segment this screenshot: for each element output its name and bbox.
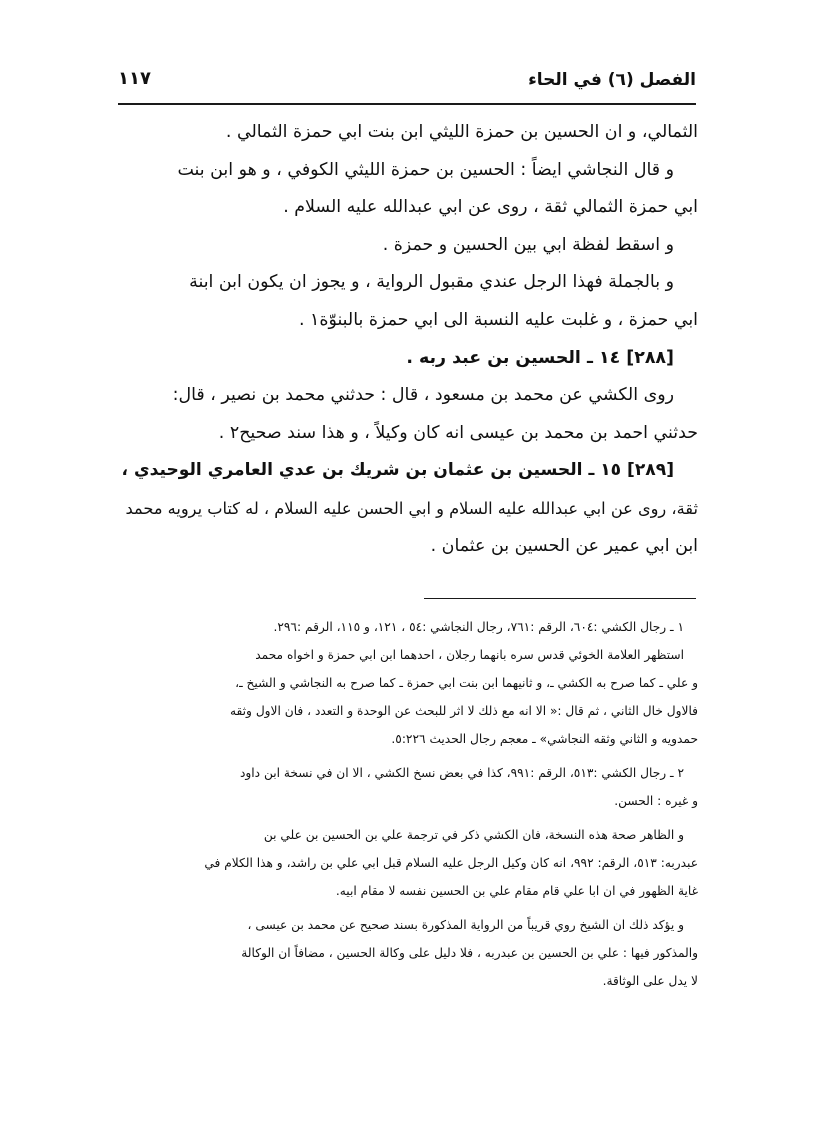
footnote-1 [118, 613, 698, 753]
footnotes [118, 613, 698, 1001]
text-line: ابن ابي عمير عن الحسين بن عثمان . [430, 535, 698, 556]
text-line: ابي حمزة ، و غلبت عليه النسبة الى ابي حمزة بالبنوّة١ . [298, 309, 698, 330]
text-line: روى الكشي عن محمد بن مسعود ، قال : حدثني محمد بن نصير ، قال: [172, 385, 674, 406]
footnote-line: استظهر العلامة الخوئي قدس سره بانهما رجلان ، احدهما ابن ابي حمزة و اخواه محمد [255, 648, 684, 662]
header-rule [118, 103, 696, 105]
text-line: و اسقط لفظة ابي بين الحسين و حمزة . [382, 234, 674, 255]
footnote-line: لا يدل على الوثاقة. [602, 974, 698, 988]
text-line: و قال النجاشي ايضاً : الحسين بن حمزة الليثي الكوفي ، و هو ابن بنت [177, 159, 674, 180]
text-line: ثقة، روى عن ابي عبدالله عليه السلام و ابي الحسن عليه السلام ، له كتاب يرويه محمد [125, 498, 698, 518]
footnote-2-continued [118, 821, 698, 905]
footnote-line: و الظاهر صحة هذه النسخة، فان الكشي ذكر في ترجمة علي بن الحسين بن علي بن [263, 828, 684, 842]
footnote-line: غاية الظهور في ان ابا علي قام مقام علي بن الحسين نفسه لا مقام ابيه. [335, 884, 698, 898]
footnote-2-continued-2 [118, 911, 698, 995]
footnote-line: والمذكور فيها : علي بن الحسين بن عبدربه ، فلا دليل على وكالة الحسين ، مضافاً ان الوكالة [241, 946, 698, 960]
page-header [118, 66, 696, 102]
chapter-title: الفصل (٦) في الحاء [528, 70, 696, 90]
text-line: حدثني احمد بن محمد بن عيسى انه كان وكيلاً ، و هذا سند صحيح٢ . [218, 422, 698, 443]
footnote-line: و علي ـ كما صرح به الكشي ـ، و ثانيهما ابن بنت ابي حمزة ـ كما صرح به النجاشي و الشيخ ـ، [235, 676, 698, 690]
main-text [118, 114, 698, 565]
footnote-line: ٢ ـ رجال الكشي :٥١٣، الرقم :٩٩١، كذا في بعض نسخ الكشي ، الا ان في نسخة ابن داود [239, 766, 684, 780]
entry-heading: [٢٨٩] ١٥ ـ الحسين بن عثمان بن شريك بن عدي العامري الوحيدي ، [121, 460, 674, 481]
text-line: و بالجملة فهذا الرجل عندي مقبول الرواية ، و يجوز ان يكون ابن ابنة [189, 272, 674, 293]
footnote-line: فالاول خال الثاني ، ثم قال :« الا انه مع ذلك لا اثر للبحث عن الوحدة و التعدد ، فان الاول وثقه [229, 704, 698, 718]
footnote-line: ١ ـ رجال الكشي :٦٠٤، الرقم :٧٦١، رجال النجاشي :٥٤ ، ١٢١، و ١١٥، الرقم :٢٩٦. [273, 620, 684, 634]
page-number: ١١٧ [118, 68, 151, 89]
footnote-line: و يؤكد ذلك ان الشيخ روي قريباً من الرواية المذكورة بسند صحيح عن محمد بن عيسى ، [247, 918, 684, 932]
footnote-2 [118, 759, 698, 815]
text-line: الثمالي، و ان الحسين بن حمزة الليثي ابن بنت ابي حمزة الثمالي . [225, 122, 698, 142]
footnote-line: و غيره : الحسن. [614, 794, 698, 808]
entry-heading: [٢٨٨] ١٤ ـ الحسين بن عبد ربه . [406, 347, 674, 368]
text-line: ابي حمزة الثمالي ثقة ، روى عن ابي عبدالله عليه السلام . [283, 197, 698, 218]
footnote-line: حمدويه و الثاني وثقه النجاشي» ـ معجم رجال الحديث ٥:٢٢٦. [391, 732, 698, 746]
footnote-rule [424, 598, 696, 599]
footnote-line: عبدربه: ٥١٣، الرقم: ٩٩٢، انه كان وكيل الرجل عليه السلام قبل ابي علي بن راشد، و هذا الكلام في [204, 856, 698, 870]
